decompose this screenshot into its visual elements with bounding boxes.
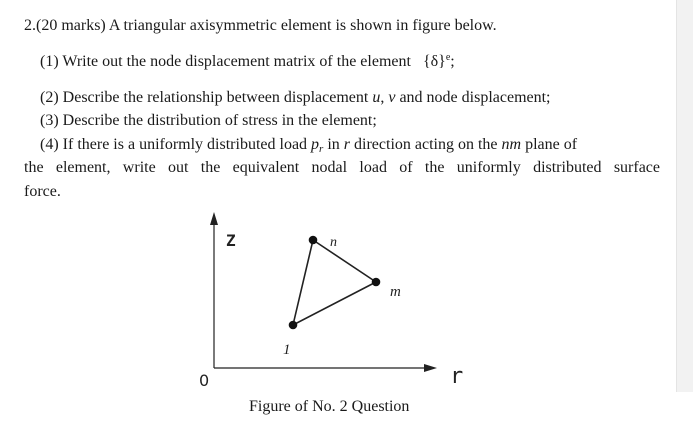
part-4-a: (4) If there is a uniformly distributed load xyxy=(40,136,312,153)
node-n-label: n xyxy=(330,235,337,250)
part-4-c: direction acting on the xyxy=(350,136,502,153)
question-title: 2.(20 marks) A triangular axisymmetric element is shown in figure below. xyxy=(24,17,497,34)
r-axis-arrowhead xyxy=(424,364,437,372)
part-1-end: ; xyxy=(450,53,455,70)
part-2-post: and node displacement; xyxy=(395,89,551,106)
part-3: (3) Describe the distribution of stress in the element; xyxy=(40,112,377,129)
part-1-symbol: {δ} xyxy=(422,53,446,70)
part-4-r: r xyxy=(343,136,351,153)
part-1-sup: e xyxy=(445,52,451,63)
z-axis-arrowhead xyxy=(210,212,218,225)
node-1-label: 1 xyxy=(283,342,291,358)
part-4-b: in xyxy=(323,136,344,153)
axis-z-label: Z xyxy=(226,231,236,250)
axis-r-label: r xyxy=(450,364,464,389)
part-2-pre: (2) Describe the relationship between displacement xyxy=(40,89,373,106)
part-2-v: v xyxy=(388,89,396,106)
node-n-dot xyxy=(309,236,318,245)
part-2-u: u xyxy=(372,89,381,106)
node-m-label: m xyxy=(390,284,401,300)
part-4-line-3: force. xyxy=(24,183,61,200)
triangle-element xyxy=(293,240,376,325)
part-4-sub: r xyxy=(319,143,324,155)
figure-caption: Figure of No. 2 Question xyxy=(249,398,410,415)
part-4-p: p xyxy=(311,136,320,153)
part-4-line-2: the element, write out the equivalent nodal load of the uniformly distributed surface xyxy=(24,159,660,176)
node-m-dot xyxy=(372,278,381,287)
origin-label: 0 xyxy=(199,371,210,390)
node-1-dot xyxy=(289,321,298,330)
part-4-nm: nm xyxy=(501,136,522,153)
part-1-text: (1) Write out the node displacement matrix of the element xyxy=(40,53,415,70)
part-2-mid: , xyxy=(380,89,389,106)
part-4-d: plane of xyxy=(521,136,578,153)
